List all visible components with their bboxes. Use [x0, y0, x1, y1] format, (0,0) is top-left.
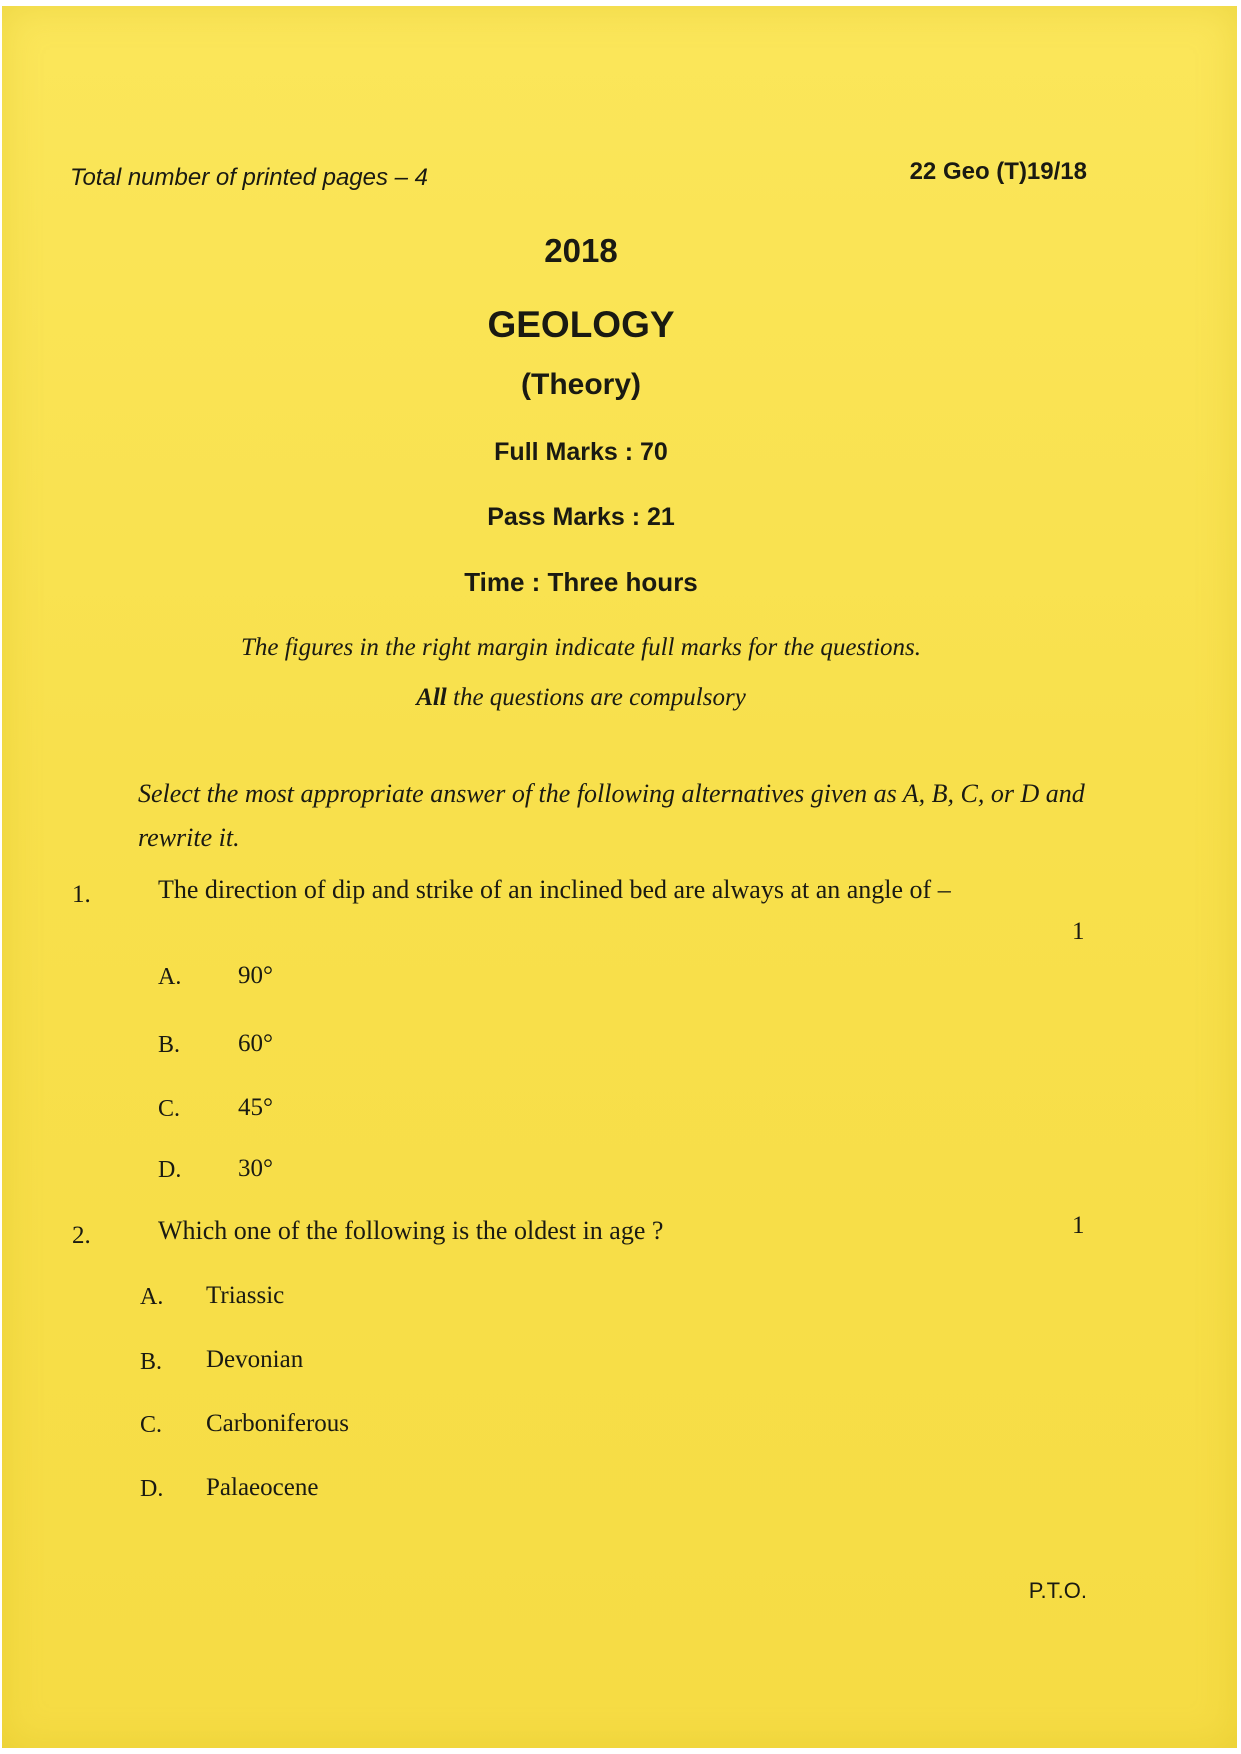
question-marks: 1: [1072, 918, 1085, 945]
instruction-rest: the questions are compulsory: [446, 684, 746, 711]
exam-year: 2018: [544, 232, 618, 269]
paper-code: 22 Geo (T)19/18: [909, 158, 1087, 185]
option-letter: D.: [158, 1157, 182, 1183]
option-text: Triassic: [206, 1282, 285, 1309]
subject-title: GEOLOGY: [487, 304, 675, 345]
option-text: Carboniferous: [206, 1410, 350, 1437]
instruction-all: All: [416, 684, 447, 711]
instruction-compulsory: [2, 684, 1160, 712]
option-text: 60°: [238, 1030, 273, 1057]
question-number: 2.: [72, 1222, 91, 1249]
full-marks: Full Marks : 70: [494, 438, 668, 466]
option-text: Devonian: [206, 1346, 304, 1373]
question-text: The direction of dip and strike of an inclined bed are always at an angle of –: [158, 875, 951, 904]
option-letter: A.: [140, 1284, 164, 1310]
paper-type: (Theory): [521, 368, 641, 401]
option-letter: A.: [158, 964, 182, 990]
option-text: 30°: [238, 1155, 273, 1182]
time-allowed: Time : Three hours: [464, 567, 698, 597]
question-text: Which one of the following is the oldest in age ?: [158, 1216, 664, 1245]
instruction-marks: The figures in the right margin indicate full marks for the questions.: [240, 634, 922, 661]
option-text: Palaeocene: [206, 1474, 319, 1501]
question-number: 1.: [72, 881, 91, 908]
option-letter: D.: [140, 1476, 164, 1502]
option-text: 45°: [238, 1094, 273, 1121]
question-marks: 1: [1072, 1212, 1085, 1239]
option-text: 90°: [238, 962, 273, 989]
option-letter: B.: [140, 1349, 163, 1375]
section-direction: Select the most appropriate answer of the following alternatives given as A, B, C, or D and rewrite it.: [138, 779, 1085, 852]
please-turn-over: P.T.O.: [1028, 1578, 1087, 1603]
option-letter: C.: [158, 1096, 181, 1122]
option-letter: C.: [140, 1412, 163, 1438]
total-pages-note: Total number of printed pages – 4: [70, 164, 429, 191]
option-letter: B.: [158, 1032, 181, 1058]
pass-marks: Pass Marks : 21: [487, 503, 675, 531]
exam-paper-sheet: [2, 6, 1237, 1748]
